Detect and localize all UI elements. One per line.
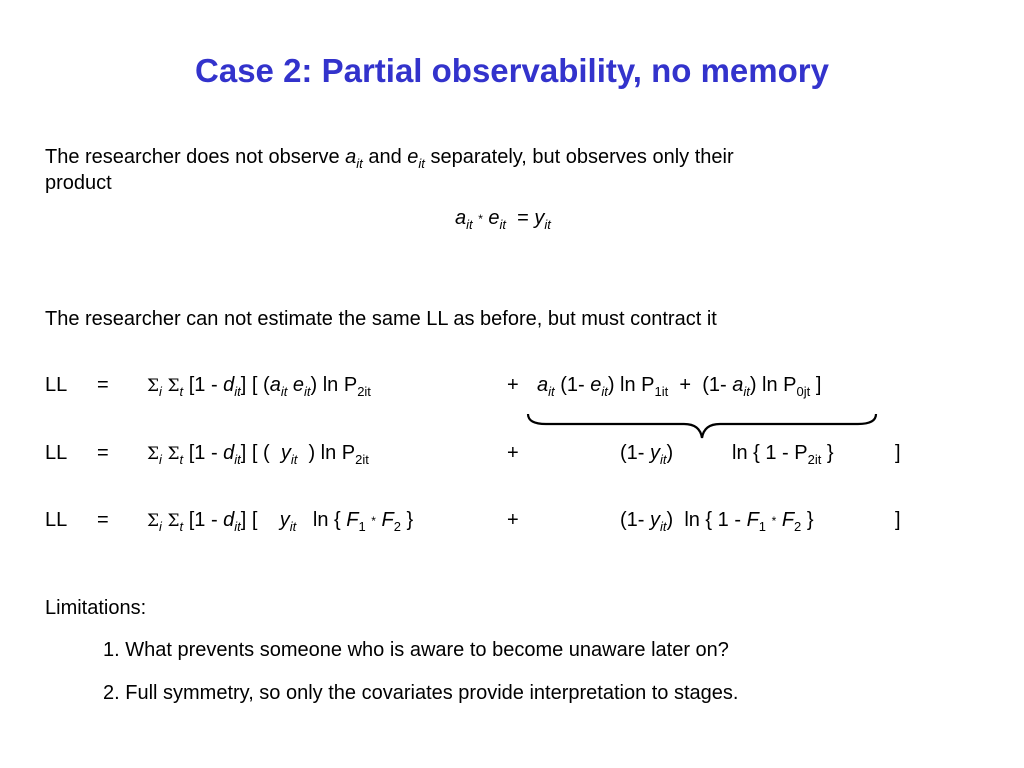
- limitation-item: 2. Full symmetry, so only the covariates provide interpretation to stages.: [103, 682, 739, 704]
- underbrace: [526, 412, 878, 440]
- sub-it: it: [418, 156, 425, 171]
- sum-term: $\Sigma_i$ $\Sigma_t$ $[1 - d_{it}]$ [ ($a_{it}$ $e_{it}$) $\ln P_{2it}$: [147, 374, 371, 399]
- intro-text-end: separately, but observes only their: [430, 146, 734, 168]
- equals-sign: =: [97, 374, 109, 396]
- complement-term: (1- $y_{it}$) ln { $1 - F_1 * F_2$ }: [620, 509, 814, 534]
- eq-y: y: [534, 207, 545, 229]
- close-bracket: ]: [895, 442, 901, 464]
- limitations-heading: Limitations:: [45, 597, 147, 619]
- complement-term: (1- $y_{it}$): [620, 442, 674, 467]
- ll-label: LL: [45, 442, 68, 464]
- slide-title: Case 2: Partial observability, no memory: [195, 52, 829, 89]
- var-e: e: [407, 146, 419, 168]
- var-a: a: [345, 146, 357, 168]
- close-bracket: ]: [895, 509, 901, 531]
- sum-term: $\Sigma_i$ $\Sigma_t$ $[1 - d_{it}]$ [ ( $y_{it}$ ) $\ln P_{2it}$: [147, 442, 369, 467]
- eq-sub: it: [499, 217, 507, 232]
- product-equation: [455, 206, 551, 231]
- sub-it: it: [356, 156, 363, 171]
- ll-label: LL: [45, 374, 68, 396]
- eq-a: a: [455, 207, 467, 229]
- intro-and: and: [368, 146, 402, 168]
- ll-label: LL: [45, 509, 68, 531]
- log-term: ln { $1 - P_{2it}$ }: [732, 442, 834, 467]
- plus-sign: +: [507, 442, 519, 464]
- equals-sign: =: [97, 442, 109, 464]
- sum-term: $\Sigma_i$ $\Sigma_t$ $[1 - d_{it}]$ [ $y_{it}$ ln { $F_1 * F_2$ }: [147, 509, 414, 534]
- eq-sub: it: [544, 217, 551, 232]
- eq-equals: =: [517, 207, 529, 229]
- intro-line-1: [45, 145, 734, 169]
- equals-sign: =: [97, 509, 109, 531]
- eq-e: e: [488, 207, 500, 229]
- eq-sub: it: [466, 217, 473, 232]
- plus-sign: +: [507, 374, 519, 396]
- limitation-item: 1. What prevents someone who is aware to become unaware later on?: [103, 639, 729, 661]
- intro-line-2: product: [45, 172, 112, 194]
- intro-text-start: The researcher does not observe: [45, 146, 340, 168]
- aware-term: $a_{it}$ (1- $e_{it}$) $\ln P_{1it} + (1-$ $a_{it}$) $\ln P_{0jt}$ ]: [537, 374, 822, 399]
- contract-note: The researcher can not estimate the same LL as before, but must contract it: [45, 308, 717, 330]
- eq-star: *: [478, 212, 483, 226]
- plus-sign: +: [507, 509, 519, 531]
